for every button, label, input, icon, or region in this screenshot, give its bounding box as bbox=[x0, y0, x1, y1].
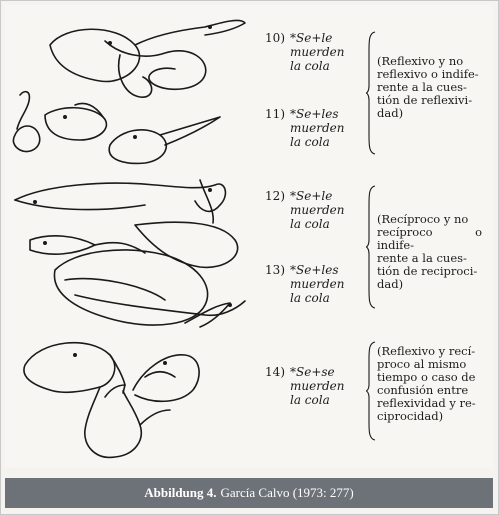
example-number: 10) bbox=[265, 31, 285, 45]
caption-label: Abbildung 4. bbox=[144, 485, 217, 500]
note-reflexive: (Reflexivo y no reflexivo o indife- rente a la cues- tión de reflexivi- dad) bbox=[377, 54, 479, 120]
example-number: 14) bbox=[265, 365, 285, 379]
fish-group-reflexive-reciprocal bbox=[24, 343, 199, 458]
example-sentence: *Se+les muerden la cola bbox=[290, 263, 345, 305]
fish-group-reciprocal bbox=[15, 180, 245, 327]
note-reciprocal: (Recíproco y no recíproco o indife- rente a la cues- tión de reciproci- dad) bbox=[377, 212, 482, 291]
example-sentence: *Se+le muerden la cola bbox=[290, 31, 345, 73]
example-sentence: *Se+les muerden la cola bbox=[290, 107, 345, 149]
brace-mixed bbox=[365, 341, 377, 441]
fish-group-reflexive-single bbox=[50, 20, 245, 97]
example-number: 12) bbox=[265, 189, 285, 203]
example-sentence: *Se+le muerden la cola bbox=[290, 189, 345, 231]
figure-plate bbox=[5, 5, 493, 468]
caption-text: García Calvo (1973: 277) bbox=[220, 485, 354, 500]
fish-group-reflexive-plural bbox=[13, 92, 220, 164]
example-sentence: *Se+se muerden la cola bbox=[290, 365, 345, 407]
figure-caption bbox=[5, 478, 493, 508]
note-mixed: (Reflexivo y recí- proco al mismo tiempo o caso de confusión entre reflexividad y re- ciprocidad) bbox=[377, 344, 476, 423]
example-number: 13) bbox=[265, 263, 285, 277]
brace-reciprocal bbox=[365, 185, 377, 309]
example-number: 11) bbox=[265, 107, 285, 121]
brace-reflexive bbox=[365, 31, 377, 155]
